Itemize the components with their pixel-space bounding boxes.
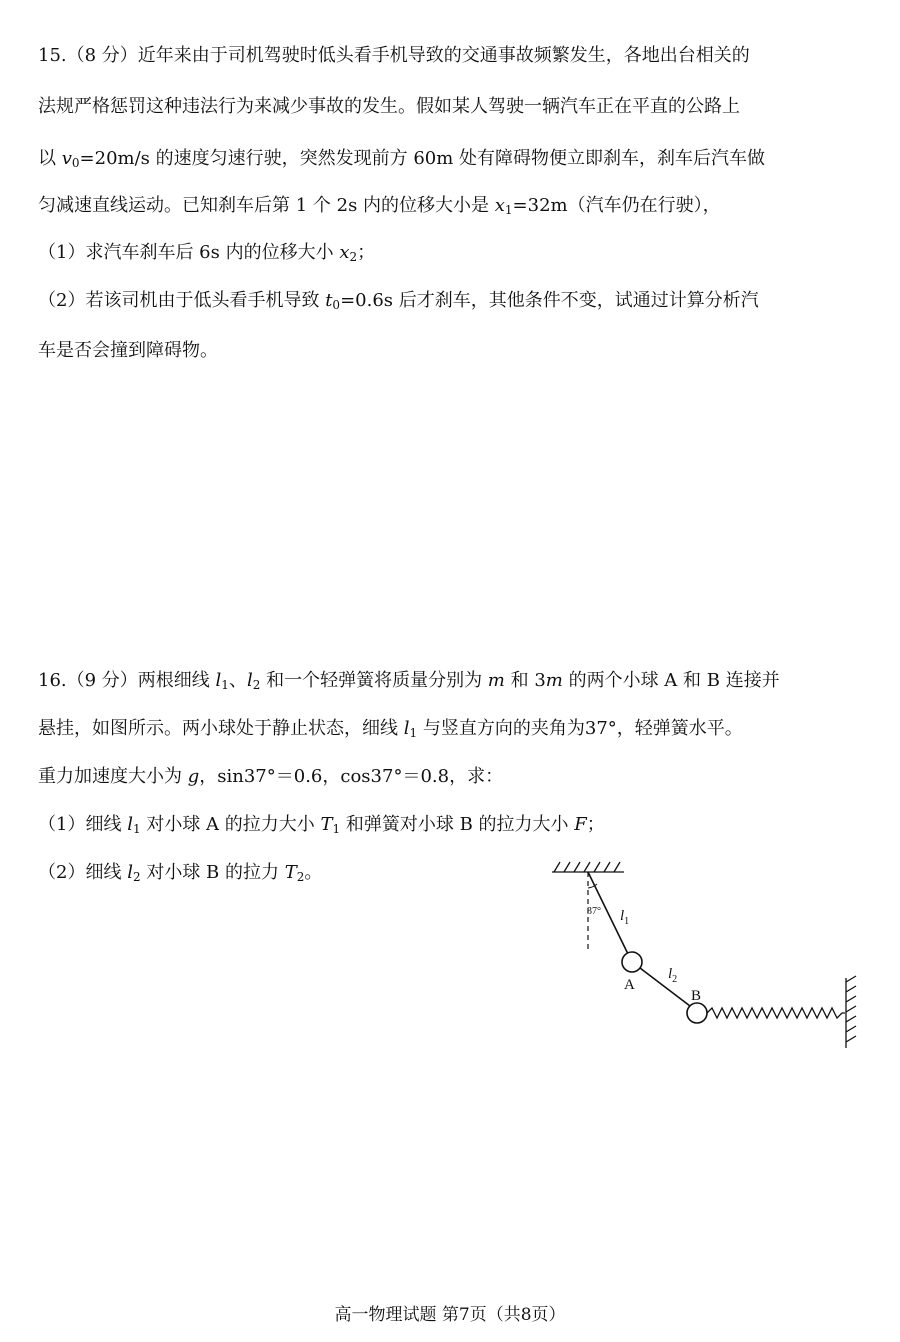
spring bbox=[707, 1008, 845, 1018]
ceiling-support bbox=[552, 862, 624, 872]
ball-a bbox=[622, 952, 642, 972]
q16-part-2: （2）细线 $l_2$ 对小球 B 的拉力 $T_2$。 bbox=[38, 862, 323, 884]
q15-part-2: （2）若该司机由于低头看手机导致 $t_0=0.6s$ 后才刹车，其他条件不变，试通过计算分析汽 bbox=[38, 290, 759, 312]
q16-part-1: （1）细线 $l_1$ 对小球 A 的拉力大小 $T_1$ 和弹簧对小球 B 的拉力大小 F； bbox=[38, 814, 605, 836]
q16-line-2: 悬挂，如图所示。两小球处于静止状态，细线 $l_1$ 与竖直方向的夹角为37°，轻弹簧水平。 bbox=[38, 718, 743, 740]
page-footer: 高一物理试题 第7页（共8页） bbox=[334, 1305, 566, 1325]
ball-b bbox=[687, 1003, 707, 1023]
l1-label: $l_1$ bbox=[620, 908, 630, 927]
l2-label: $l_2$ bbox=[668, 966, 678, 985]
ball-a-label: A bbox=[624, 977, 635, 993]
ball-b-label: B bbox=[691, 988, 702, 1004]
q15-line-1: 15.（8 分）近年来由于司机驾驶时低头看手机导致的交通事故频繁发生，各地出台相关的 bbox=[38, 45, 750, 66]
pendulum-spring-diagram bbox=[540, 850, 870, 1055]
q16-line-3: 重力加速度大小为 g，sin37°＝0.6，cos37°＝0.8，求： bbox=[38, 766, 504, 787]
q16-line-1: 16.（9 分）两根细线 $l_1$、$l_2$ 和一个轻弹簧将质量分别为 m 和 3m 的两个小球 A 和 B 连接并 bbox=[38, 670, 780, 692]
q15-line-2: 法规严格惩罚这种违法行为来减少事故的发生。假如某人驾驶一辆汽车正在平直的公路上 bbox=[38, 96, 740, 117]
q15-part-2-cont: 车是否会撞到障碍物。 bbox=[38, 340, 218, 361]
string-l2 bbox=[640, 968, 690, 1006]
q15-part-1: （1）求汽车刹车后 6s 内的位移大小 $x_2$； bbox=[38, 242, 376, 264]
q15-line-3: 以 $v_0=20m/s$ 的速度匀速行驶，突然发现前方 60m 处有障碍物便立即刹车，刹车后汽车做 bbox=[38, 148, 766, 170]
wall-support bbox=[846, 976, 856, 1048]
angle-label: 37° bbox=[587, 906, 601, 917]
q15-line-4: 匀减速直线运动。已知刹车后第 1 个 2s 内的位移大小是 $x_1=32m$（汽车仍在行驶）， bbox=[38, 195, 721, 217]
